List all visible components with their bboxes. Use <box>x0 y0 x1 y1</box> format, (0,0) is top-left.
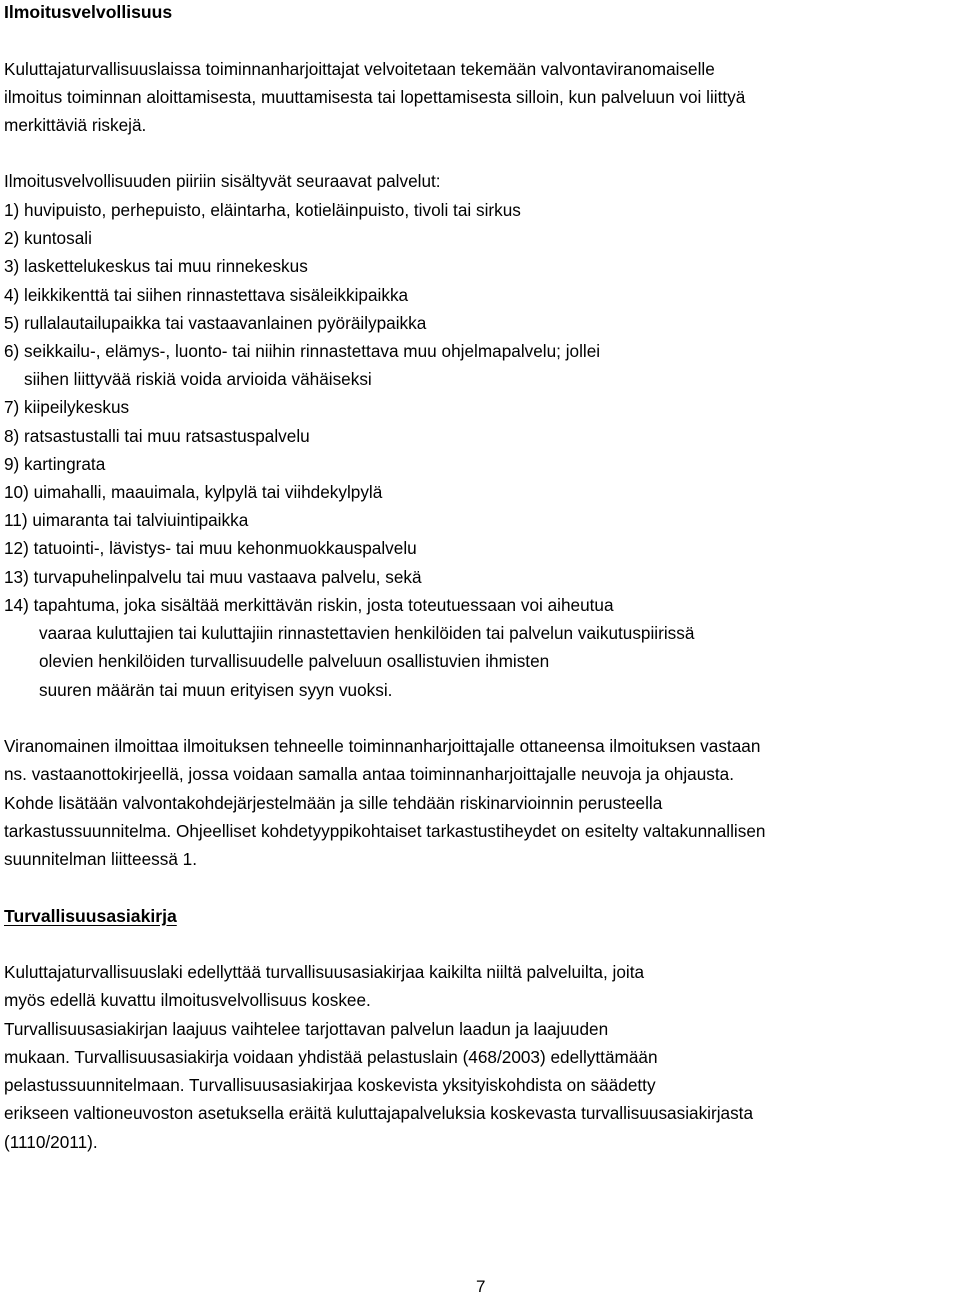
paragraph-line: erikseen valtioneuvoston asetuksella eräitä kuluttajapalveluksia koskevasta turvallisuusasiakirjasta <box>4 1103 754 1123</box>
list-item: 6) seikkailu-, elämys-, luonto- tai niihin rinnastettava muu ohjelmapalvelu; jollei <box>4 341 601 361</box>
list-item: 5) rullalautailupaikka tai vastaavanlainen pyöräilypaikka <box>4 313 427 333</box>
paragraph-line: (1110/2011). <box>4 1132 98 1152</box>
list-item: 3) laskettelukeskus tai muu rinnekeskus <box>4 256 308 276</box>
paragraph-line: merkittäviä riskejä. <box>4 115 147 135</box>
paragraph-line: Kuluttajaturvallisuuslaissa toiminnanharjoittajat velvoitetaan tekemään valvontaviranomaiselle <box>4 59 715 79</box>
paragraph-line: tarkastussuunnitelma. Ohjeelliset kohdetyyppikohtaiset tarkastustiheydet on esitelty valtakunnallisen <box>4 821 766 841</box>
list-item: 1) huvipuisto, perhepuisto, eläintarha, kotieläinpuisto, tivoli tai sirkus <box>4 200 521 220</box>
paragraph-line: Kuluttajaturvallisuuslaki edellyttää turvallisuusasiakirjaa kaikilta niiltä palveluilta, joita <box>4 962 645 982</box>
list-item: 4) leikkikenttä tai siihen rinnastettava sisäleikkipaikka <box>4 285 409 305</box>
list-item: 14) tapahtuma, joka sisältää merkittävän riskin, josta toteutuessaan voi aiheutua <box>4 595 614 615</box>
list-item: 10) uimahalli, maauimala, kylpylä tai viihdekylpylä <box>4 482 383 502</box>
list-item: 12) tatuointi-, lävistys- tai muu kehonmuokkauspalvelu <box>4 538 417 558</box>
list-item-continuation: siihen liittyvää riskiä voida arvioida vähäiseksi <box>24 369 372 389</box>
page-number: 7 <box>476 1277 486 1296</box>
paragraph-line: Turvallisuusasiakirjan laajuus vaihtelee tarjottavan palvelun laadun ja laajuuden <box>4 1019 609 1039</box>
list-item-continuation: suuren määrän tai muun erityisen syyn vuoksi. <box>39 680 393 700</box>
list-item: 2) kuntosali <box>4 228 92 248</box>
section-heading-ilmoitusvelvollisuus: Ilmoitusvelvollisuus <box>4 2 173 22</box>
list-item-continuation: vaaraa kuluttajien tai kuluttajiin rinnastettavien henkilöiden tai palvelun vaikutuspiirissä <box>39 623 695 643</box>
paragraph-line: myös edellä kuvattu ilmoitusvelvollisuus koskee. <box>4 990 371 1010</box>
paragraph-line: mukaan. Turvallisuusasiakirja voidaan yhdistää pelastuslain (468/2003) edellyttämään <box>4 1047 658 1067</box>
list-item: 7) kiipeilykeskus <box>4 397 130 417</box>
paragraph-line: ilmoitus toiminnan aloittamisesta, muuttamisesta tai lopettamisesta silloin, kun palveluun voi liittyä <box>4 87 746 107</box>
section-heading-turvallisuusasiakirja: Turvallisuusasiakirja <box>4 906 177 926</box>
paragraph-line: suunnitelman liitteessä 1. <box>4 849 197 869</box>
list-item: 9) kartingrata <box>4 454 106 474</box>
list-intro: Ilmoitusvelvollisuuden piiriin sisältyvät seuraavat palvelut: <box>4 171 441 191</box>
paragraph-line: Viranomainen ilmoittaa ilmoituksen tehneelle toiminnanharjoittajalle ottaneensa ilmoituksen vastaan <box>4 736 761 756</box>
list-item: 11) uimaranta tai talviuintipaikka <box>4 510 249 530</box>
paragraph-line: ns. vastaanottokirjeellä, jossa voidaan samalla antaa toiminnanharjoittajalle neuvoja ja ohjausta. <box>4 764 734 784</box>
list-item-continuation: olevien henkilöiden turvallisuudelle palveluun osallistuvien ihmisten <box>39 651 550 671</box>
list-item: 8) ratsastustalli tai muu ratsastuspalvelu <box>4 426 310 446</box>
paragraph-line: Kohde lisätään valvontakohdejärjestelmään ja sille tehdään riskinarvioinnin perusteella <box>4 793 663 813</box>
list-item: 13) turvapuhelinpalvelu tai muu vastaava palvelu, sekä <box>4 567 422 587</box>
paragraph-line: pelastussuunnitelmaan. Turvallisuusasiakirjaa koskevista yksityiskohdista on säädetty <box>4 1075 656 1095</box>
